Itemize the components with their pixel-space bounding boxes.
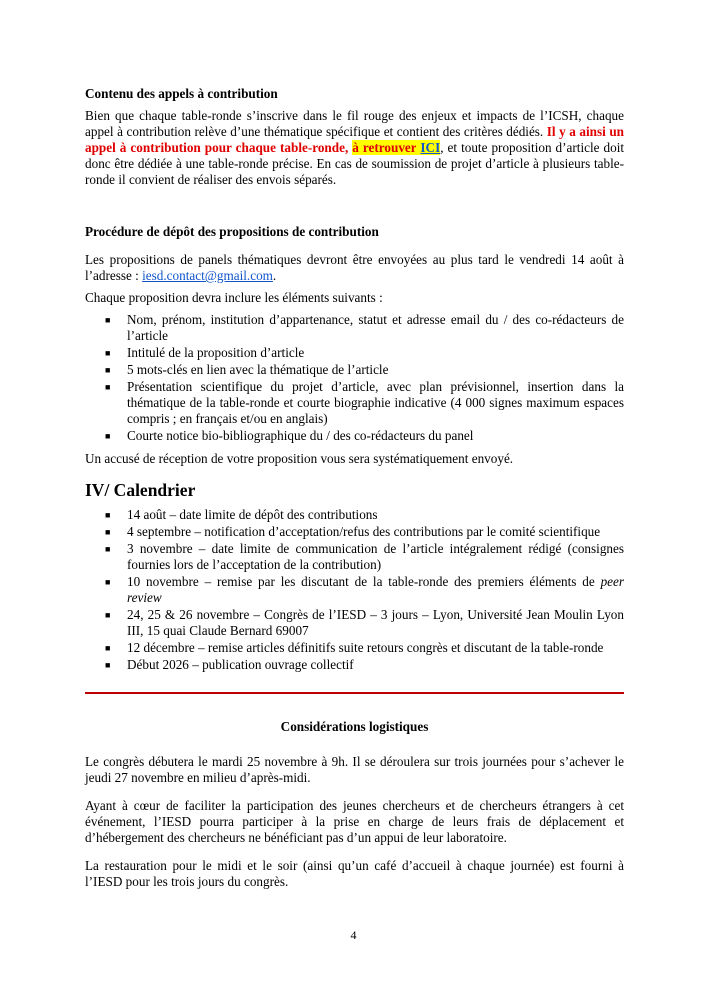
- ici-link[interactable]: ICI: [420, 140, 441, 155]
- square-bullet-icon: ■: [105, 610, 111, 620]
- square-bullet-icon: ■: [105, 348, 111, 358]
- list-item: ■ 12 décembre – remise articles définitifs suite retours congrès et discutant de la table-ronde: [105, 640, 604, 655]
- paragraph-deadline: [85, 252, 624, 284]
- square-bullet-icon: ■: [105, 431, 111, 441]
- section-heading-procedure: Procédure de dépôt des propositions de contribution: [85, 224, 379, 239]
- square-bullet-icon: ■: [105, 660, 111, 670]
- list-item: ■ 24, 25 & 26 novembre – Congrès de l’IESD – 3 jours – Lyon, Université Jean Moulin Lyon III, 15 quai Claude Bernard 69007: [105, 607, 624, 638]
- square-bullet-icon: ■: [105, 577, 111, 587]
- paragraph-elements: Chaque proposition devra inclure les éléments suivants :: [85, 290, 383, 305]
- proposal-elements-list: [85, 312, 624, 444]
- highlighted-yellow-text: à retrouver: [352, 140, 417, 155]
- square-bullet-icon: ■: [105, 643, 111, 653]
- square-bullet-icon: ■: [105, 510, 111, 520]
- paragraph-logistics-3: La restauration pour le midi et le soir (ainsi qu’un café d’accueil à chaque journée) est fourni à l’IESD pour les trois jours du congrès.: [85, 858, 624, 890]
- italic-text: peer review: [127, 574, 624, 605]
- square-bullet-icon: ■: [105, 365, 111, 375]
- page-number: 4: [350, 928, 357, 942]
- logistics-heading: Considérations logistiques: [280, 719, 429, 735]
- list-item: ■ 3 novembre – date limite de communication de l’article intégralement rédigé (consignes fournies lors de l’acceptation de la contribution): [105, 541, 624, 572]
- paragraph-acknowledgement: Un accusé de réception de votre proposition vous sera systématiquement envoyé.: [85, 451, 514, 466]
- paragraph-text: Les propositions de panels thématiques devront être envoyées au plus tard le vendredi 14 août à l’adresse :: [85, 252, 624, 283]
- list-item: ■ 14 août – date limite de dépôt des contributions: [105, 507, 378, 522]
- paragraph-text: .: [272, 268, 277, 283]
- list-item: ■ Intitulé de la proposition d’article: [105, 345, 305, 360]
- paragraph-contenu: [85, 108, 624, 188]
- list-item: ■ Présentation scientifique du projet d’article, avec plan prévisionnel, insertion dans la thématique de la table-ronde et courte biographie indicative (4 000 signes maximum espaces compris ; en français et/ou en anglais): [105, 379, 624, 426]
- square-bullet-icon: ■: [105, 315, 111, 325]
- page-body: [85, 86, 624, 890]
- section-heading-contenu: Contenu des appels à contribution: [85, 86, 278, 101]
- list-item: ■ Nom, prénom, institution d’appartenance, statut et adresse email du / des co-rédacteurs de l’article: [105, 312, 624, 343]
- paragraph-text: Bien que chaque table-ronde s’inscrive dans le fil rouge des enjeux et impacts de l’ICSH, chaque appel à contribution relève d’une thématique spécifique et contient des critères dédiés.: [85, 108, 624, 139]
- list-item: ■ Début 2026 – publication ouvrage collectif: [105, 657, 354, 672]
- paragraph-logistics-2: Ayant à cœur de faciliter la participation des jeunes chercheurs et de chercheurs étrangers à cet événement, l’IESD pourra participer à la prise en charge de leurs frais de déplacement et d’hébergement des chercheurs ne bénéficiant pas d’un appui de leur laboratoire.: [85, 798, 624, 846]
- calendar-list: [85, 507, 624, 673]
- list-item: ■ 4 septembre – notification d’acceptation/refus des contributions par le comité scientifique: [105, 524, 601, 539]
- highlighted-red-text: Il y a ainsi un appel à contribution pour chaque table-ronde,: [85, 124, 624, 155]
- paragraph-text: , et toute proposition d’article doit donc être dédiée à une table-ronde précise. En cas de soumission de projet d’article à plusieurs table-ronde il convient de réaliser des envois séparés.: [85, 140, 625, 187]
- list-item: ■ Courte notice bio-bibliographique du / des co-rédacteurs du panel: [105, 428, 474, 443]
- square-bullet-icon: ■: [105, 382, 111, 392]
- list-item: ■ 10 novembre – remise par les discutant de la table-ronde des premiers éléments de peer review: [105, 574, 624, 605]
- list-item: ■ 5 mots-clés en lien avec la thématique de l’article: [105, 362, 389, 377]
- calendar-heading: IV/ Calendrier: [85, 480, 196, 500]
- paragraph-logistics-1: Le congrès débutera le mardi 25 novembre à 9h. Il se déroulera sur trois journées pour s’achever le jeudi 27 novembre en milieu d’après-midi.: [85, 754, 624, 786]
- square-bullet-icon: ■: [105, 527, 111, 537]
- email-link[interactable]: iesd.contact@gmail.com: [142, 268, 273, 283]
- square-bullet-icon: ■: [105, 544, 111, 554]
